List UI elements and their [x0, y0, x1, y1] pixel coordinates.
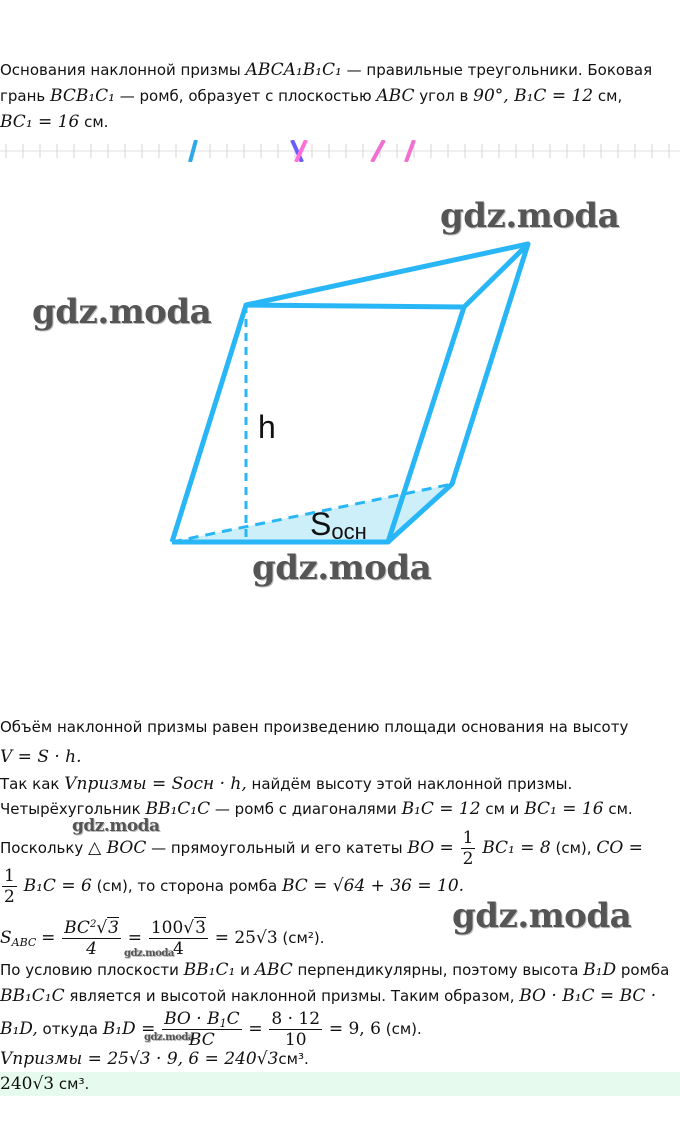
prism-name: ABCA₁B₁C₁ — [245, 60, 342, 80]
unit-text: (см). — [385, 1020, 422, 1038]
leg-co: CO = — [596, 838, 643, 858]
leg-bo: BO = — [407, 838, 454, 858]
solution-text: Так как — [0, 775, 60, 793]
solution-text: (см), — [555, 839, 592, 857]
diagonal-1: B₁C = 12 — [401, 799, 481, 819]
base-area-symbol: $S_{ABC}$ — [0, 928, 37, 949]
solution-text: см. — [608, 800, 633, 818]
solution-text: найдём высоту этой наклонной призмы. — [251, 775, 573, 793]
notebook-ruler — [0, 140, 680, 162]
problem-line-1 — [0, 58, 670, 83]
solution-line-2 — [0, 745, 670, 770]
solution-text: (см), то сторона ромба — [96, 877, 278, 895]
watermark: gdz.moda — [252, 548, 432, 588]
plane-2: ABC — [254, 960, 293, 980]
answer-line — [0, 1072, 670, 1097]
volume-formula: Vпризмы = Sосн · h, — [64, 774, 247, 794]
solution-text: Четырёхугольник — [0, 800, 141, 818]
height-formula: B₁D = — [102, 1019, 156, 1039]
solution-text: откуда — [42, 1020, 98, 1038]
area-fraction-2: $\frac{100√3}{4}$ — [150, 918, 206, 959]
fraction-half: $\frac{1}{2}$ — [462, 828, 474, 869]
problem-text: см. — [84, 113, 109, 131]
answer-value: 240√3 — [0, 1074, 55, 1094]
fraction-half: $\frac{1}{2}$ — [4, 866, 15, 907]
unit-text: (см²). — [282, 929, 325, 947]
solution-text: Объём наклонной призмы равен произведению площади основания на высоту — [0, 718, 629, 736]
problem-text: — правильные треугольники. Боковая — [346, 61, 653, 79]
watermark: gdz.moda — [72, 816, 160, 836]
problem-text: угол в — [419, 87, 469, 105]
solution-line-1 — [0, 715, 670, 740]
base-area-value: = 25√3 — [214, 928, 278, 948]
diagonal-value: BC₁ = 16 — [0, 112, 80, 132]
solution-text: — прямоугольный и его катеты — [151, 839, 403, 857]
solution-line-6 — [0, 866, 670, 907]
leg-bo-value: BC₁ = 8 — [482, 838, 551, 858]
volume-result: Vпризмы = 25√3 · 9, 6 = 240√3 — [0, 1049, 279, 1069]
height-label: h — [258, 409, 276, 445]
solution-line-10: B₁D, откуда B₁D = $\frac{BO \cdot B_1C}{BC}$ = $\frac{8 \cdot 12}{10}$ = 9, 6 (см). — [0, 1009, 422, 1050]
problem-line-2 — [0, 84, 670, 109]
solution-line-7: $S_{ABC}$ = $\frac{BC^2√3}{4}$ = $\frac{100√3}{4}$ = 25√3 (см²). — [0, 918, 325, 959]
diagonal-2: BC₁ = 16 — [524, 799, 604, 819]
solution-text: Поскольку — [0, 839, 84, 857]
watermark: gdz.moda — [124, 948, 174, 959]
rhombus-name: BB₁C₁C — [145, 799, 211, 819]
solution-line-9 — [0, 984, 670, 1009]
solution-text: — ромб с диагоналями — [214, 800, 397, 818]
face-name: BCB₁C₁ — [50, 86, 115, 106]
solution-text: см и — [485, 800, 520, 818]
side-bc: BC = √64 + 36 = 10. — [281, 876, 465, 896]
height-fraction-1: $\frac{BO \cdot B_1C}{BC}$ — [164, 1009, 240, 1050]
solution-text: перпендикулярны, поэтому высота — [297, 961, 579, 979]
height-name: B₁D, — [0, 1019, 38, 1039]
problem-text: — ромб, образует с плоскостью — [119, 87, 372, 105]
problem-text: грань — [0, 87, 46, 105]
height-value: = 9, 6 — [328, 1019, 381, 1039]
angle-value: 90°, B₁C = 12 — [473, 86, 594, 106]
plane-1: BB₁C₁ — [183, 960, 236, 980]
area-fraction-1: $\frac{BC^2√3}{4}$ — [64, 918, 119, 959]
watermark: gdz.moda — [144, 1032, 194, 1043]
solution-line-11 — [0, 1047, 670, 1072]
leg-co-value: B₁C = 6 — [23, 876, 92, 896]
base-area-label: Sосн — [310, 506, 367, 544]
solution-line-8 — [0, 958, 670, 983]
watermark: gdz.moda — [440, 196, 620, 236]
problem-line-3 — [0, 110, 670, 135]
unit-text: см³. — [278, 1050, 309, 1068]
volume-formula: V = S · h. — [0, 747, 82, 767]
solution-text: и — [240, 961, 250, 979]
problem-text: см, — [597, 87, 623, 105]
watermark: gdz.moda — [32, 292, 212, 332]
answer-unit: см³. — [58, 1075, 90, 1093]
solution-text: является и высотой наклонной призмы. Таким образом, — [69, 987, 515, 1005]
solution-text: По условию плоскости — [0, 961, 179, 979]
watermark: gdz.moda — [452, 896, 632, 936]
height-fraction-2: $\frac{8 \cdot 12}{10}$ — [271, 1009, 321, 1050]
solution-line-3 — [0, 772, 670, 797]
solution-line-5 — [0, 828, 670, 869]
rhombus-name: BB₁C₁C — [0, 986, 65, 1006]
solution-line-4 — [0, 797, 670, 822]
triangle-name: △ BOC — [88, 838, 147, 858]
plane-name: ABC — [376, 86, 415, 106]
area-equation: BO · B₁C = BC · — [519, 986, 657, 1006]
problem-text: Основания наклонной призмы — [0, 61, 241, 79]
height-name: B₁D — [583, 960, 617, 980]
solution-text: ромба — [620, 961, 670, 979]
